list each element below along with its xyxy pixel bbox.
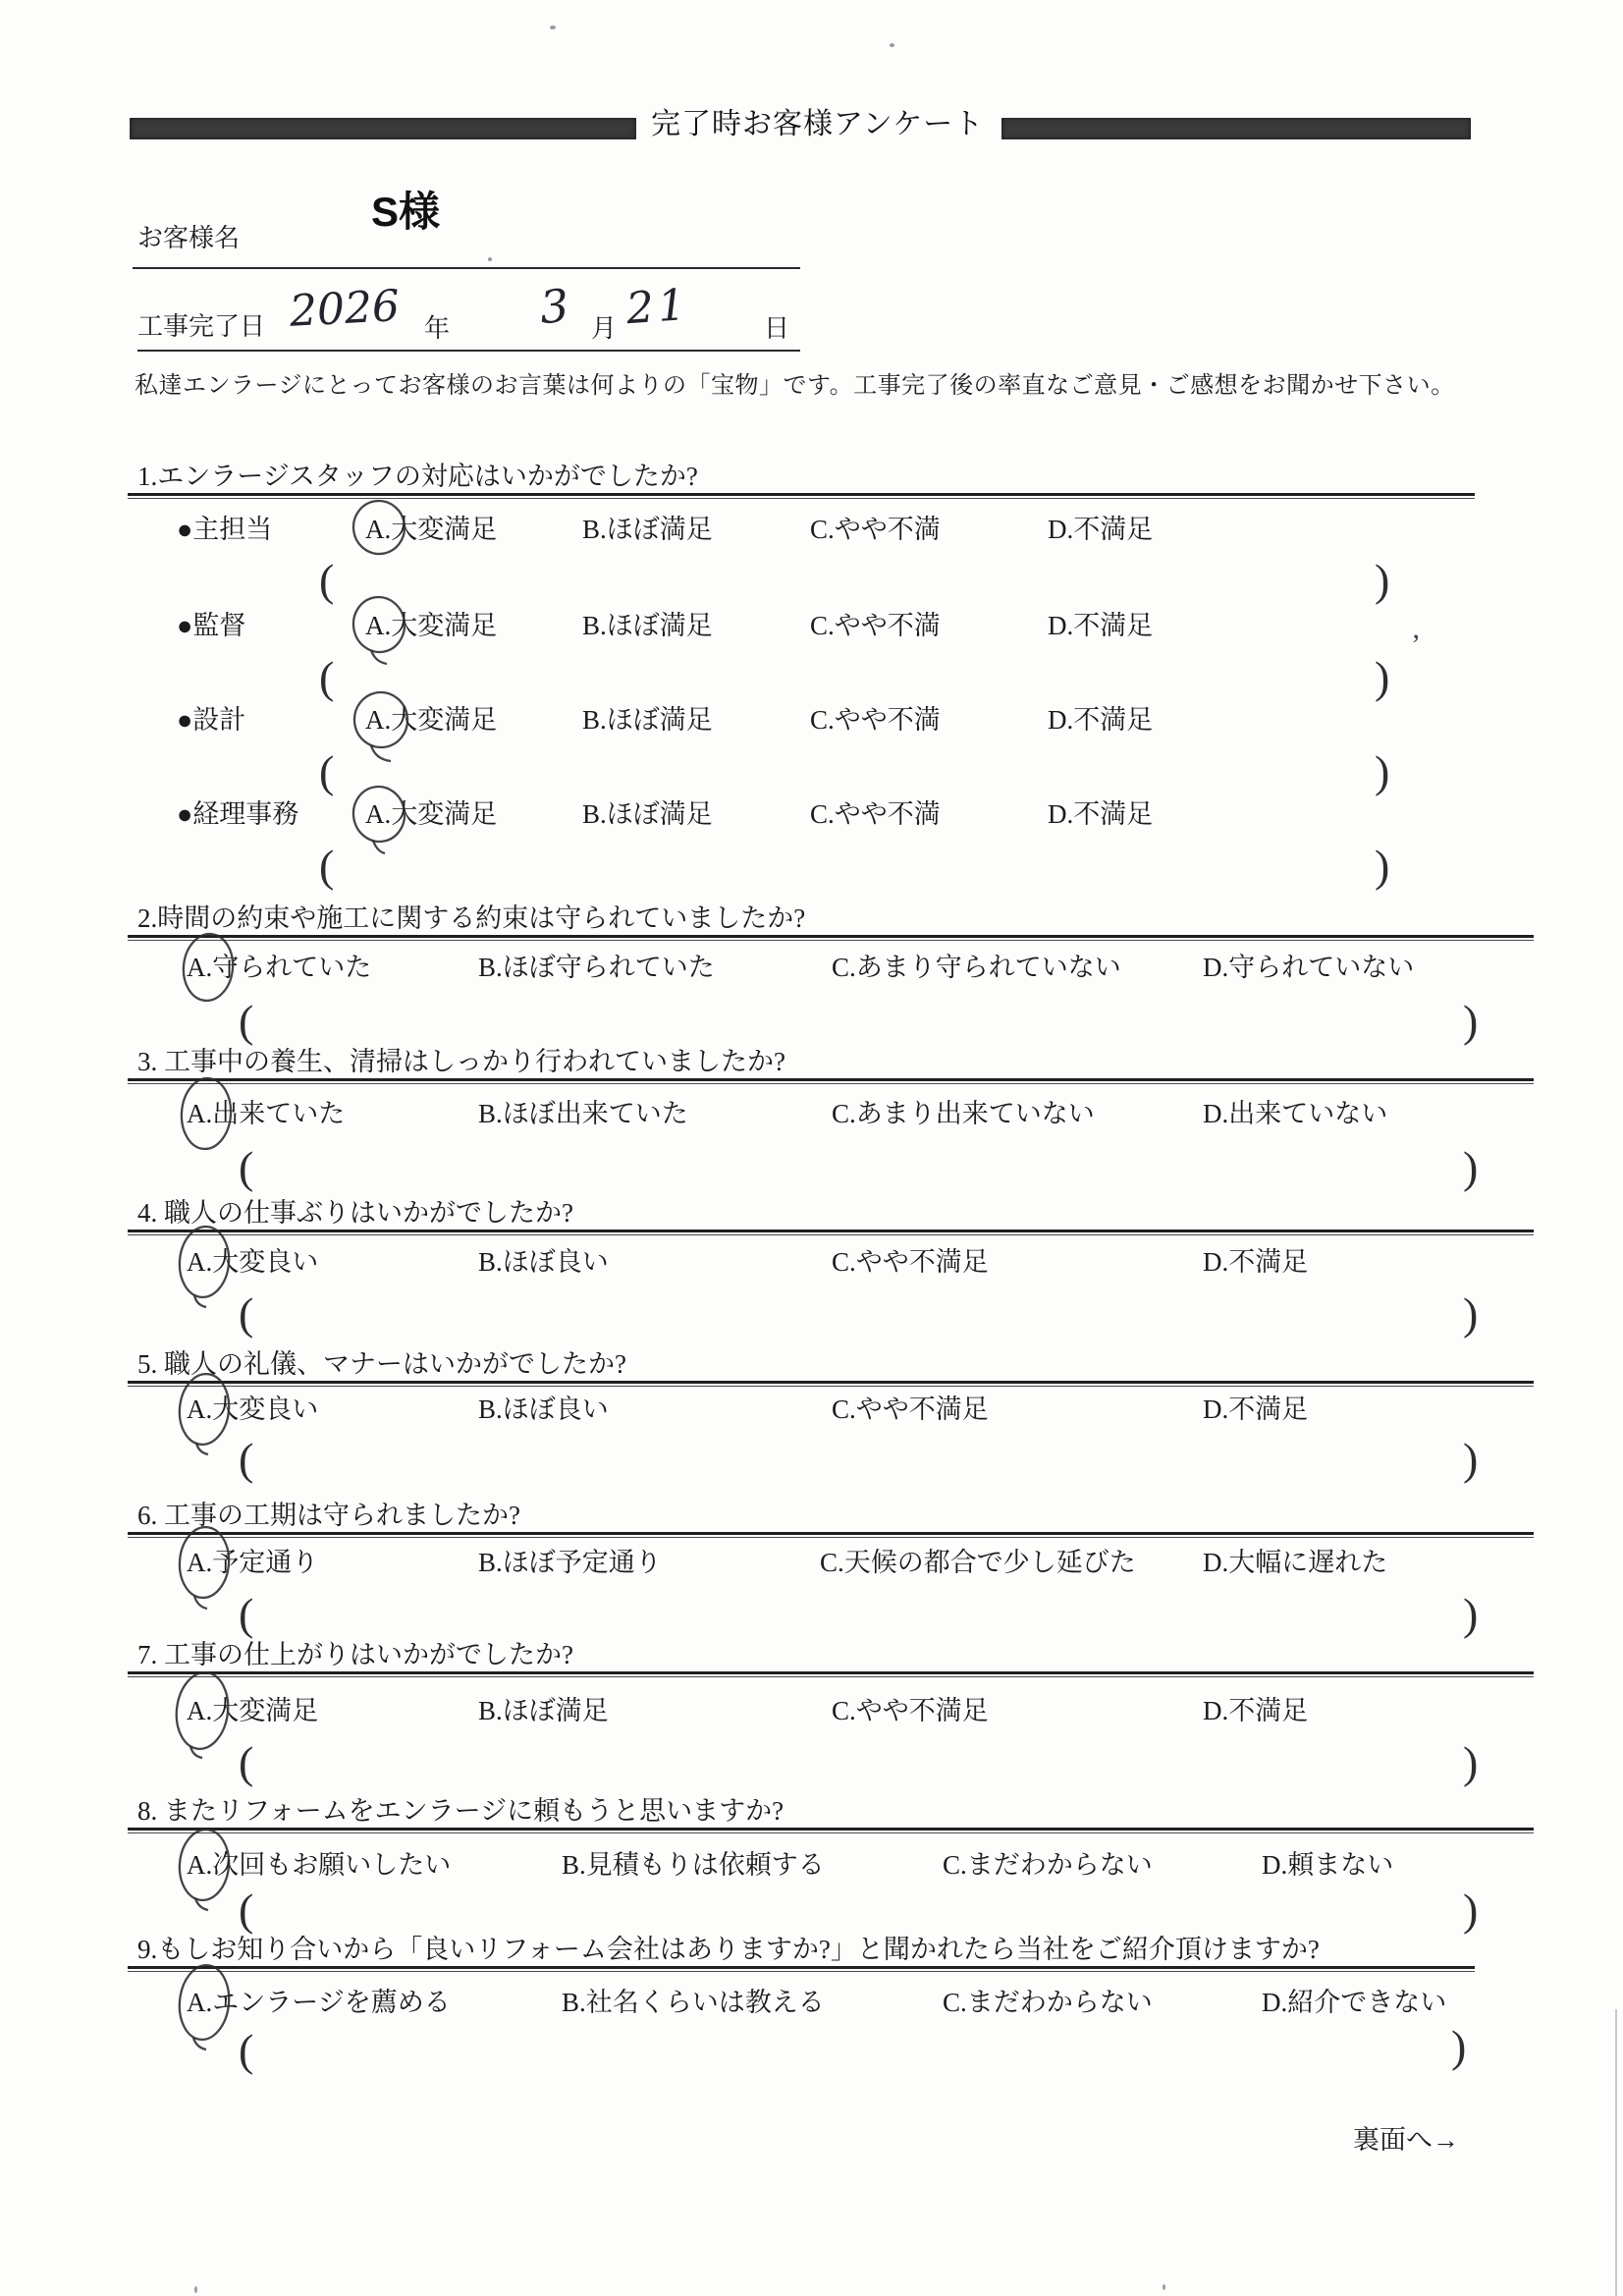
q9-option-c: C.まだわからない — [943, 1988, 1153, 2017]
q1-row-design-option-b: B.ほぼ満足 — [582, 705, 713, 735]
q1-row-accounting-option-d: D.不満足 — [1048, 799, 1154, 829]
date-month-value: 3 — [537, 278, 571, 335]
q1-heading: 1.エンラージスタッフの対応はいかがでしたか? — [137, 462, 698, 491]
q7-comment-paren-open: ( — [239, 1737, 254, 1787]
q2-option-a: A.守られていた — [187, 953, 372, 982]
q5-selected-circle — [165, 1360, 243, 1458]
q2-option-c: C.あまり守られていない — [832, 953, 1121, 982]
q1-row-design-comment-paren-open: ( — [319, 746, 335, 796]
q3-option-b: B.ほぼ出来ていた — [478, 1099, 688, 1128]
q6-comment-paren-close: ) — [1463, 1589, 1479, 1639]
header-bar-right — [1001, 118, 1471, 139]
q1-row-staff-option-a: A.大変満足 — [365, 515, 498, 544]
q2-selected-circle — [169, 918, 247, 1016]
q7-selected-circle — [163, 1662, 242, 1760]
q8-rule — [128, 1828, 1534, 1833]
q7-option-a: A.大変満足 — [187, 1696, 319, 1725]
q1-row-accounting-selected-circle — [340, 765, 418, 863]
q1-row-supervisor-option-d: D.不満足 — [1048, 611, 1154, 640]
customer-name-underline — [133, 267, 800, 269]
q9-comment-paren-close: ) — [1451, 2021, 1467, 2071]
q6-heading: 6. 工事の工期は守られましたか? — [137, 1501, 520, 1530]
q4-comment-paren-close: ) — [1463, 1288, 1479, 1339]
customer-name-label: お客様名 — [137, 224, 241, 252]
q1-row-design-label: ●設計 — [177, 705, 246, 735]
q9-rule — [128, 1966, 1475, 1972]
q4-rule — [128, 1230, 1534, 1235]
q1-row-staff-option-c: C.やや不満 — [810, 515, 941, 544]
q7-comment-paren-close: ) — [1463, 1737, 1479, 1787]
completion-date-underline — [137, 350, 800, 352]
scan-speck — [550, 26, 556, 29]
q6-selected-circle — [165, 1513, 243, 1612]
q1-row-design-option-a: A.大変満足 — [365, 705, 498, 735]
completion-date-label: 工事完了日 — [137, 312, 266, 341]
intro-text: 私達エンラージにとってお客様のお言葉は何よりの「宝物」です。工事完了後の率直なご意見・ご感想をお聞かせ下さい。 — [135, 373, 1455, 399]
q2-heading: 2.時間の約束や施工に関する約束は守られていましたか? — [137, 903, 806, 933]
q2-comment-paren-close: ) — [1463, 996, 1479, 1046]
q8-selected-circle — [165, 1816, 243, 1914]
q9-comment-paren-open: ( — [239, 2025, 254, 2075]
q9-option-d: D.紹介できない — [1262, 1988, 1447, 2017]
q3-option-d: D.出来ていない — [1203, 1099, 1388, 1128]
q7-option-b: B.ほぼ満足 — [478, 1696, 609, 1725]
q5-option-c: C.やや不満足 — [832, 1394, 989, 1424]
back-page-note: 裏面へ→ — [1353, 2125, 1459, 2155]
scan-speck — [1163, 2284, 1165, 2290]
q1-row-supervisor-option-c: C.やや不満 — [810, 611, 941, 640]
q6-comment-paren-open: ( — [239, 1589, 254, 1639]
scan-speck — [890, 43, 894, 47]
q8-option-b: B.見積もりは依頼する — [562, 1850, 825, 1880]
q1-row-accounting-comment-paren-close: ) — [1375, 841, 1390, 891]
q7-heading: 7. 工事の仕上がりはいかがでしたか? — [137, 1640, 573, 1669]
q3-comment-paren-open: ( — [239, 1142, 254, 1192]
q8-option-c: C.まだわからない — [943, 1850, 1153, 1880]
q6-option-c: C.天候の都合で少し延びた — [820, 1548, 1136, 1577]
q9-selected-circle — [165, 1953, 243, 2051]
q5-option-b: B.ほぼ良い — [478, 1394, 609, 1424]
header-bar-left — [130, 118, 636, 139]
q1-rule — [128, 493, 1475, 499]
q4-comment-paren-open: ( — [239, 1288, 254, 1339]
q2-option-b: B.ほぼ守られていた — [478, 953, 715, 982]
form-title: 完了時お客様アンケート — [651, 108, 985, 140]
q2-option-d: D.守られていない — [1203, 953, 1415, 982]
q1-row-supervisor-option-b: B.ほぼ満足 — [582, 611, 713, 640]
q4-option-b: B.ほぼ良い — [478, 1247, 609, 1277]
q6-option-d: D.大幅に遅れた — [1203, 1548, 1388, 1577]
q3-rule — [128, 1078, 1534, 1084]
q1-row-design-option-c: C.やや不満 — [810, 705, 941, 735]
q3-option-a: A.出来ていた — [187, 1099, 346, 1128]
q1-row-design-option-d: D.不満足 — [1048, 705, 1154, 735]
customer-name-value: S様 — [371, 189, 441, 235]
q9-option-a: A.エンラージを薦める — [187, 1988, 451, 2017]
q2-rule — [128, 935, 1534, 941]
q5-rule — [128, 1381, 1534, 1387]
q1-row-accounting-option-c: C.やや不満 — [810, 799, 941, 829]
q2-comment-paren-open: ( — [239, 996, 254, 1046]
q1-row-supervisor-comment-paren-open: ( — [319, 652, 335, 702]
q1-row-design-selected-circle — [342, 671, 420, 769]
q1-row-accounting-comment-paren-open: ( — [319, 841, 335, 891]
q1-row-supervisor-label: ●監督 — [177, 611, 246, 640]
q8-option-a: A.次回もお願いしたい — [187, 1850, 452, 1880]
q6-option-b: B.ほぼ予定通り — [478, 1548, 662, 1577]
q1-row-staff-option-b: B.ほぼ満足 — [582, 515, 713, 544]
q4-option-d: D.不満足 — [1203, 1247, 1309, 1277]
scan-speck — [194, 2286, 197, 2293]
q4-selected-circle — [165, 1213, 243, 1311]
q8-option-d: D.頼まない — [1262, 1850, 1394, 1880]
q1-row-accounting-option-a: A.大変満足 — [365, 799, 498, 829]
q3-comment-paren-close: ) — [1463, 1142, 1479, 1192]
q7-option-d: D.不満足 — [1203, 1696, 1309, 1725]
q1-row-accounting-option-b: B.ほぼ満足 — [582, 799, 713, 829]
q9-option-b: B.社名くらいは教える — [562, 1988, 825, 2017]
q5-comment-paren-close: ) — [1463, 1434, 1479, 1484]
q7-option-c: C.やや不満足 — [832, 1696, 989, 1725]
q1-row-accounting-label: ●経理事務 — [177, 799, 299, 829]
q3-selected-circle — [167, 1065, 245, 1163]
q3-option-c: C.あまり出来ていない — [832, 1099, 1095, 1128]
q1-row-design-comment-paren-close: ) — [1375, 746, 1390, 796]
scan-speck — [488, 257, 492, 261]
date-day-value: 21 — [624, 279, 691, 335]
q4-option-c: C.やや不満足 — [832, 1247, 989, 1277]
date-year-value: 2026 — [288, 281, 402, 337]
q1-row-staff-selected-circle — [340, 478, 418, 576]
scan-edge-line — [1615, 2009, 1617, 2296]
date-month-unit: 月 — [591, 314, 618, 343]
date-year-unit: 年 — [424, 314, 451, 343]
date-day-unit: 日 — [764, 314, 790, 343]
q1-row-staff-comment-paren-open: ( — [319, 555, 335, 605]
q1-row-staff-option-d: D.不満足 — [1048, 515, 1154, 544]
q6-rule — [128, 1532, 1534, 1538]
q8-comment-paren-open: ( — [239, 1885, 254, 1935]
q3-heading: 3. 工事中の養生、清掃はしっかり行われていましたか? — [137, 1047, 785, 1076]
q1-row-supervisor-comment-paren-close: ) — [1375, 652, 1390, 702]
q5-option-a: A.大変良い — [187, 1394, 319, 1424]
q4-option-a: A.大変良い — [187, 1247, 319, 1277]
q6-option-a: A.予定通り — [187, 1548, 319, 1577]
q5-heading: 5. 職人の礼儀、マナーはいかがでしたか? — [137, 1349, 626, 1379]
q9-heading: 9.もしお知り合いから「良いリフォーム会社はありますか?」と聞かれたら当社をご紹介頂けますか? — [137, 1935, 1320, 1964]
q5-option-d: D.不満足 — [1203, 1394, 1309, 1424]
q5-comment-paren-open: ( — [239, 1434, 254, 1484]
q1-row-staff-comment-paren-close: ) — [1375, 555, 1390, 605]
q1-row-staff-label: ●主担当 — [177, 515, 273, 544]
stray-pen-mark: ’ — [1411, 629, 1421, 661]
q7-rule — [128, 1671, 1534, 1677]
q1-row-supervisor-selected-circle — [340, 575, 418, 674]
q1-row-supervisor-option-a: A.大変満足 — [365, 611, 498, 640]
q8-heading: 8. またリフォームをエンラージに頼もうと思いますか? — [137, 1796, 784, 1826]
q8-comment-paren-close: ) — [1463, 1885, 1479, 1935]
q4-heading: 4. 職人の仕事ぶりはいかがでしたか? — [137, 1198, 573, 1228]
